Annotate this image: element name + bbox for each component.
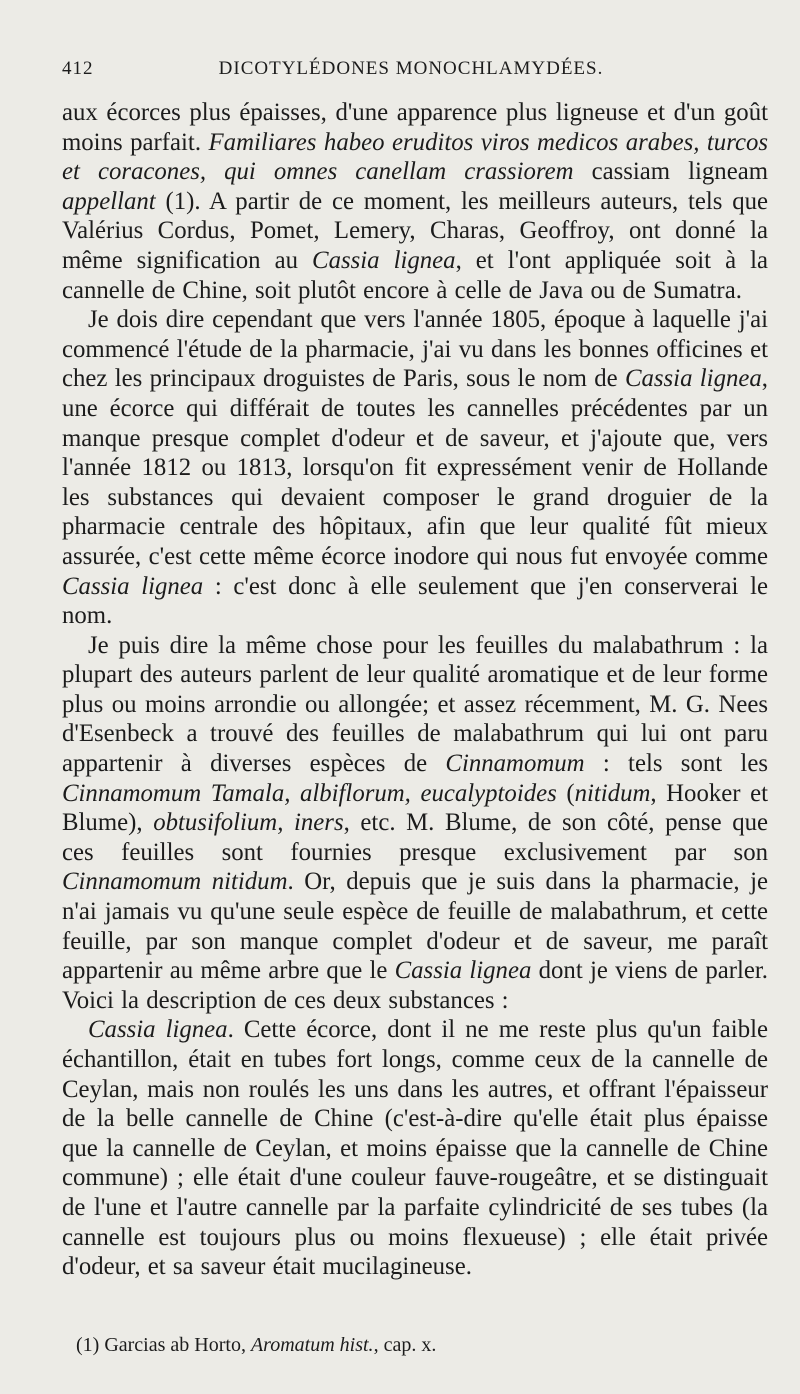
italic-text: Cinnamomum bbox=[445, 750, 585, 778]
paragraph bbox=[62, 98, 768, 305]
text-run: Je dois dire cependant que vers l'année 1805, époque à laquelle j'ai commencé l'étude de la pharmacie, j'ai vu dans les bonnes officines et chez les principaux droguistes de Paris, sous le nom de bbox=[62, 306, 768, 393]
text-run: . Cette écorce, dont il ne me reste plus qu'un faible échantillon, était en tubes fort longs, comme ceux de la cannelle de Ceylan, mais non roulés les uns dans les autres, et offrant l'épaisseur de la belle cannelle de Chine (c'est-à-dire qu'elle était plus épaisse que la cannelle de Ceylan, et moins épaisse que la cannelle de Chine commune) ; elle était d'une couleur fauve-rougeâtre, et se distinguait de l'une et l'autre cannelle par la parfaite cylindricité de ses tubes (la cannelle est toujours plus ou moins flexueuse) ; elle était privée d'odeur, et sa saveur était mucilagineuse. bbox=[62, 1016, 768, 1281]
paragraph bbox=[62, 631, 768, 1016]
footnote-author: Garcias ab Horto, bbox=[99, 1334, 251, 1356]
italic-text: nitidum bbox=[574, 779, 651, 807]
paragraph bbox=[62, 1015, 768, 1281]
footnote bbox=[76, 1332, 766, 1358]
text-run: aux écorces plus épaisses, d'une apparence plus ligneuse et d'un goût moins parfait. bbox=[62, 99, 768, 156]
italic-text: Cinnamomum nitidum bbox=[62, 868, 288, 896]
text-run: Je puis dire la même chose pour les feuilles du malabathrum : la plupart des auteurs parlent de leur qualité aromatique et de leur forme plus ou moins arrondie ou allongée; et assez récemment, M. G. Nees d'Esenbeck a trouvé des feuilles de malabathrum qui lui ont paru appartenir à diverses espèces de bbox=[62, 631, 768, 778]
italic-text: Cassia lignea bbox=[88, 1016, 228, 1044]
text-run: : c'est donc à elle seulement que j'en conserverai le nom. bbox=[62, 572, 768, 630]
text-run: , Hooker et Blume), bbox=[62, 779, 768, 837]
italic-text: Familiares habeo eruditos viros medicos arabes, turcos et coracones, qui omnes canellam crassiorem bbox=[62, 128, 768, 186]
page-header bbox=[62, 58, 760, 98]
text-run: ( bbox=[556, 779, 575, 807]
footnote-title: Aromatum hist. bbox=[250, 1334, 374, 1356]
italic-text: Cassia lignea bbox=[62, 572, 204, 600]
text-run: , et l'ont appliquée soit à la cannelle de Chine, soit plutôt encore à celle de Java ou de Sumatra. bbox=[62, 246, 768, 304]
running-head: DICOTYLÉDONES MONOCHLAMYDÉES. bbox=[218, 58, 604, 79]
footnote-rest: , cap. x. bbox=[373, 1334, 437, 1356]
italic-text: obtusifolium, iners bbox=[153, 809, 344, 837]
text-run: : tels sont les bbox=[584, 750, 768, 778]
italic-text: Cinnamomum Tamala, albiflorum, eucalyptoides bbox=[62, 779, 557, 807]
body-text bbox=[62, 98, 768, 1282]
italic-text: Cassia lignea bbox=[394, 957, 532, 985]
text-run: . Or, depuis que je suis dans la pharmacie, je n'ai jamais vu qu'une seule espèce de feuille de malabathrum, et cette feuille, par son manque complet d'odeur et de saveur, me paraît appartenir au même arbre que le bbox=[62, 868, 768, 985]
text-run: cassiam ligneam bbox=[573, 158, 768, 186]
footnote-marker: (1) bbox=[76, 1334, 100, 1356]
text-run: , etc. M. Blume, de son côté, pense que ces feuilles sont fournies presque exclusivement par son bbox=[62, 809, 768, 866]
italic-text: appellant bbox=[62, 187, 156, 215]
page-number: 412 bbox=[62, 58, 94, 79]
italic-text: Cassia lignea bbox=[624, 365, 762, 393]
italic-text: Cassia lignea bbox=[312, 246, 456, 274]
paragraph bbox=[62, 305, 768, 631]
text-run: (1). A partir de ce moment, les meilleurs auteurs, tels que Valérius Cordus, Pomet, Lemery, Charas, Geoffroy, ont donné la même signification au bbox=[62, 187, 768, 274]
text-run: , une écorce qui différait de toutes les cannelles précédentes par un manque presque complet d'odeur et de saveur, et j'ajoute que, vers l'année 1812 ou 1813, lorsqu'on fit expressément venir de Hollande les substances qui devaient composer le grand droguier de la pharmacie centrale des hôpitaux, afin que leur qualité fût mieux assurée, c'est cette même écorce inodore qui nous fut envoyée comme bbox=[62, 365, 768, 570]
text-run: dont je viens de parler. Voici la description de ces deux substances : bbox=[62, 957, 768, 1014]
